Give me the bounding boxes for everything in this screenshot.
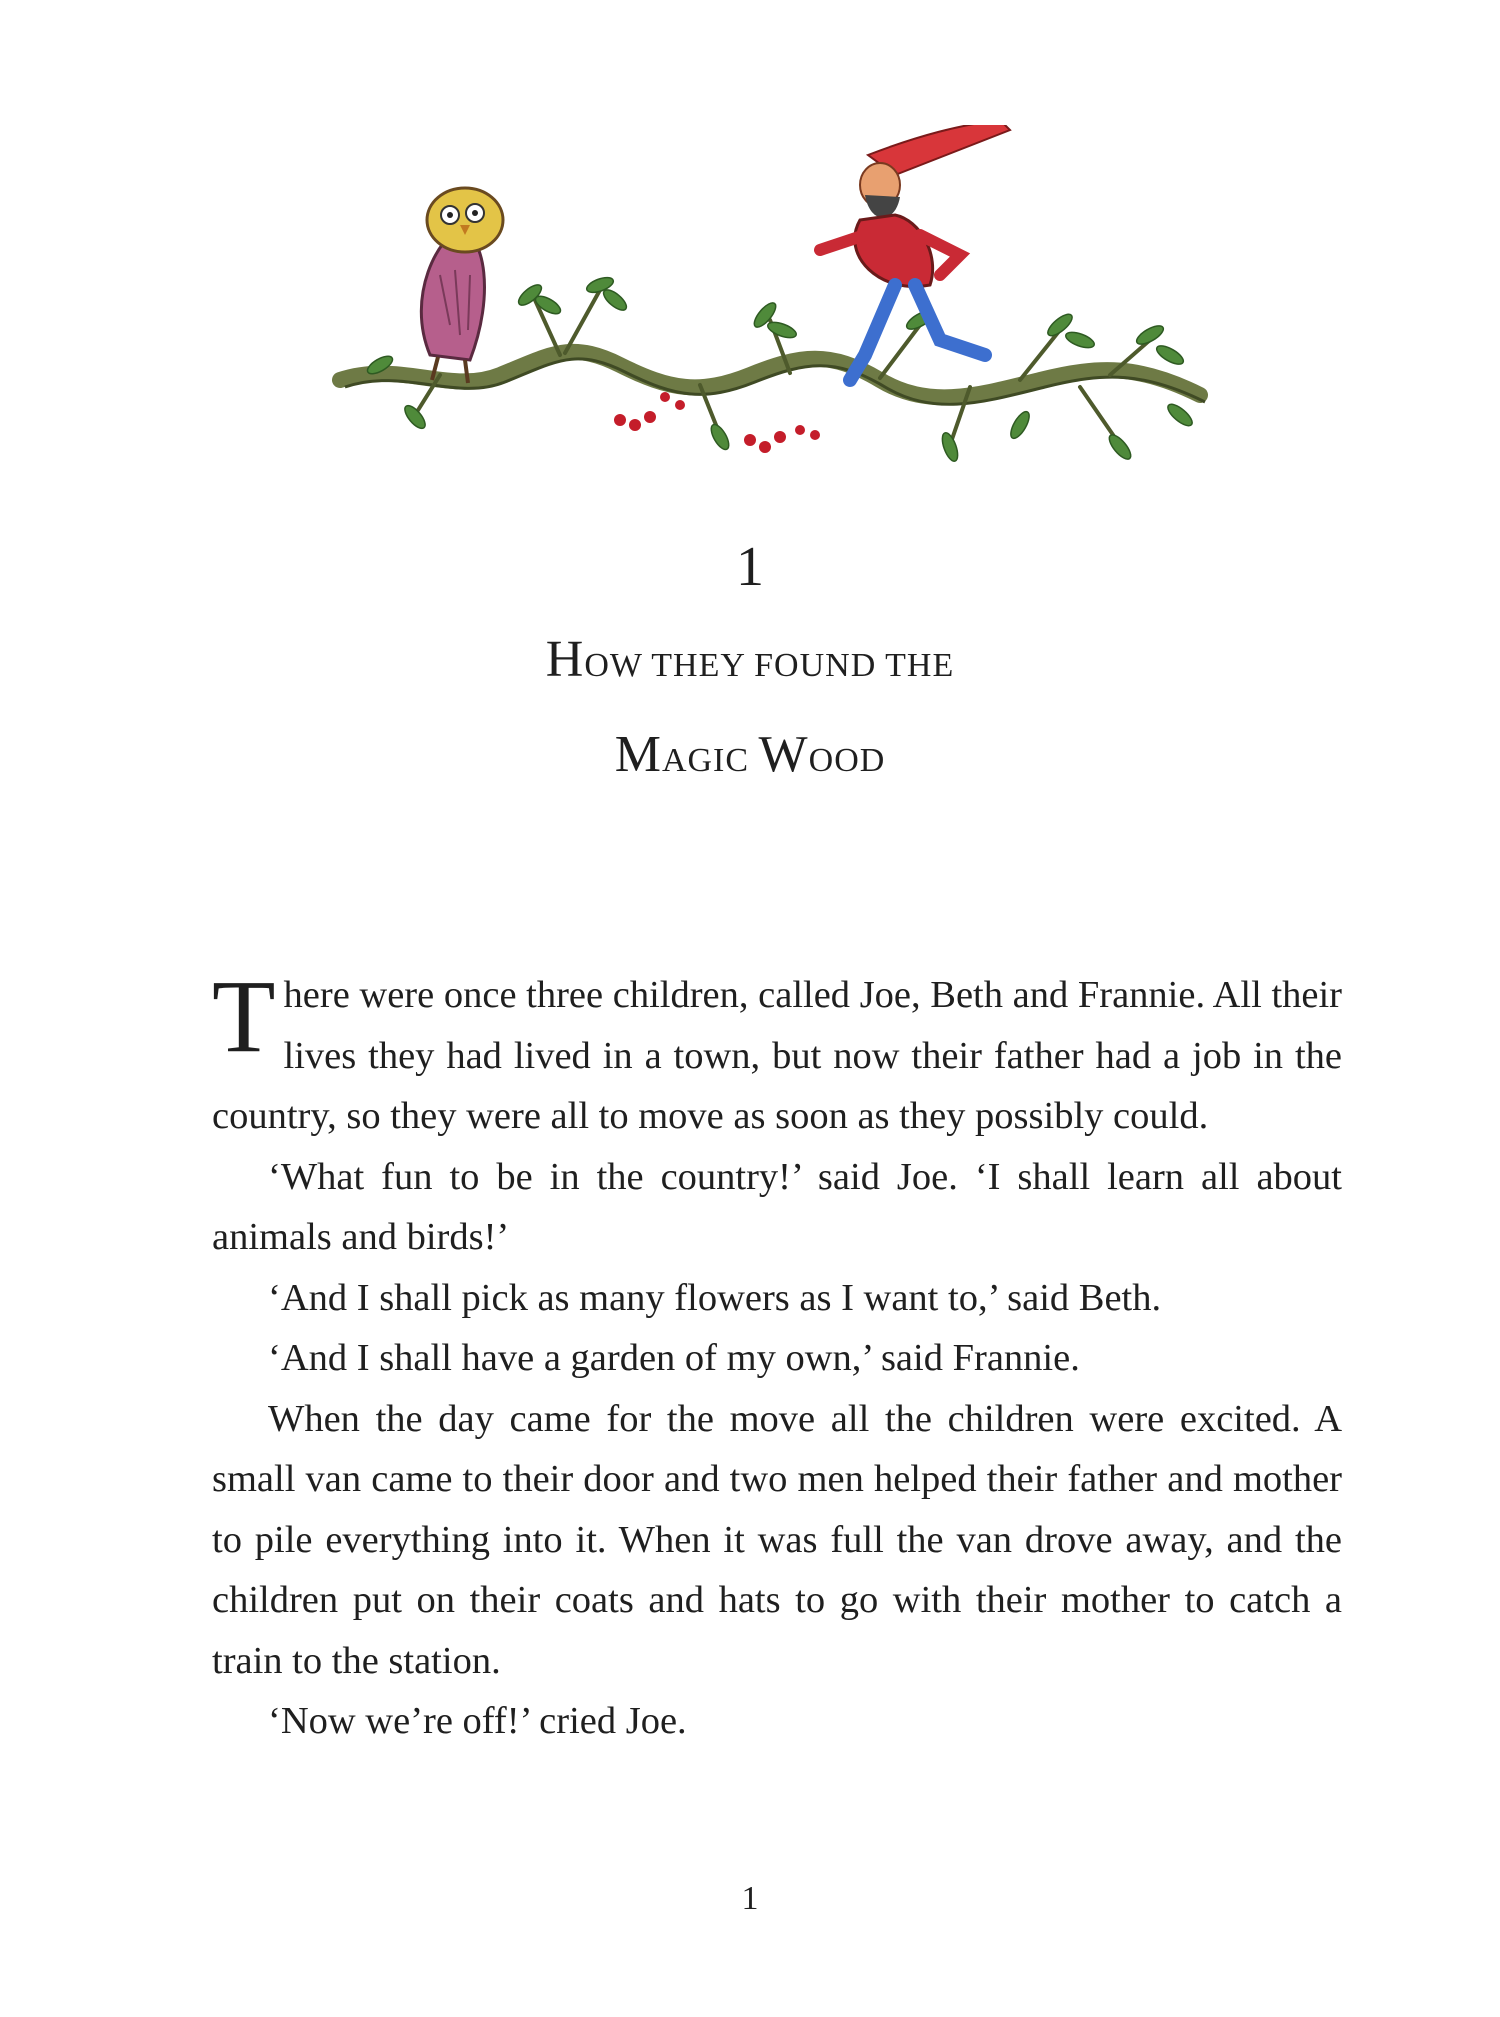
title-line1-text: OW THEY FOUND THE: [584, 647, 955, 684]
paragraph-4: ‘And I shall have a garden of my own,’ said Frannie.: [268, 1337, 1080, 1379]
owl-and-gnome-on-branch-illustration: [320, 125, 1220, 525]
title-line2-capital-1: M: [614, 726, 662, 783]
chapter-number: 1: [736, 536, 764, 598]
paragraph-3: ‘And I shall pick as many flowers as I want to,’ said Beth.: [268, 1276, 1162, 1319]
title-line2-text-2: OOD: [808, 742, 886, 779]
chapter-title-line-1: [0, 630, 1500, 696]
paragraph-6: ‘Now we’re off!’ cried Joe.: [268, 1700, 687, 1742]
chapter-body: [212, 959, 1342, 1752]
title-line2-text-1: AGIC: [661, 742, 759, 779]
paragraph-1-text: here were once three children, called Joe, Beth and Frannie. All their lives they had lived in a town, but now their father had a job in the country, so they were all to move as soon as they possibly could.: [212, 974, 1342, 1137]
chapter-title-line-2: [0, 725, 1500, 791]
owl-figure: [421, 188, 503, 383]
paragraph-2: ‘What fun to be in the country!’ said Joe. ‘I shall learn all about animals and birds!’: [212, 1155, 1342, 1258]
paragraph-1: [212, 959, 1342, 1147]
page-number: 1: [741, 1880, 759, 1917]
paragraph-5: When the day came for the move all the children were excited. A small van came to their door and two men helped their father and mother to pile everything into it. When it was full the van drove away, and the children put on their coats and hats to go with their mother to catch a train to the station.: [212, 1397, 1342, 1682]
gnome-figure: [820, 125, 1010, 380]
title-line2-capital-2: W: [758, 726, 809, 783]
title-line1-capital: H: [545, 631, 585, 688]
drop-cap: T: [212, 959, 276, 1074]
